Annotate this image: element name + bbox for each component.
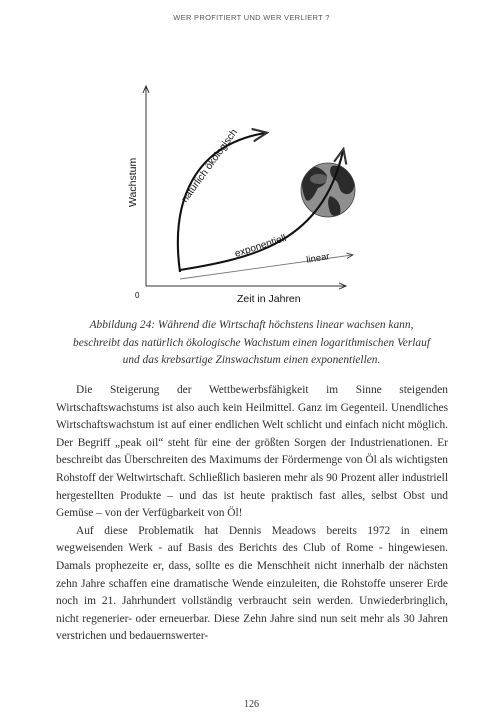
figure-caption: Abbildung 24: Während die Wirtschaft höchstens linear wachsen kann, beschreibt das natürlich ökologische Wachstum einen logarithmischen Verlauf und das krebsartige Zinswachstum einen exponentiellen.: [73, 319, 430, 366]
growth-diagram: [0, 0, 503, 310]
origin-label: 0: [135, 291, 140, 300]
curve-linear-label: linear: [305, 251, 331, 266]
x-axis-label: Zeit in Jahren: [237, 293, 301, 305]
curve-exponential-label: exponentiell: [233, 232, 288, 260]
paragraph: Auf diese Problematik hat Dennis Meadows bereits 1972 in einem wegweisenden Werk - auf Basis des Berichts des Club of Rome - hingewiesen. Damals prophezeite er, dass, sollte es die Menschheit nicht innerhalb der nächsten zehn Jahre schaffen eine dramatische Wende einzuleiten, die Rohstoffe unserer Erde noch im 21. Jahrhundert vollständig verbraucht sein werden. Unwiederbringlich, nicht regenerier- oder erneuerbar. Diese Zehn Jahre sind nun seit mehr als 30 Jahren verstrichen und bedauernswerter-: [56, 524, 448, 643]
paragraph: Die Steigerung der Wettbewerbsfähigkeit im Sinne steigenden Wirtschaftswachstums ist also auch kein Heilmittel. Ganz im Gegenteil. Unendliches Wirtschaftswachstum ist auf einer endlichen Welt schlicht und einfach nicht möglich. Der Begriff „peak oil“ steht für eine der größten Sorgen der Industrienationen. Er beschreibt das Überschreiten des Maximums der Fördermenge von Öl als wichtigsten Rohstoff der Weltwirtschaft. Schließlich basieren mehr als 90 Prozent aller industriell hergestellten Produkte – und das ist heute praktisch fast alles, selbst Obst und Gemüse – von der Verfügbarkeit von Öl!: [56, 384, 448, 520]
page-number: 126: [244, 699, 259, 710]
body-text: [56, 382, 448, 646]
curve-natural-label: natürlich ökologisch: [179, 127, 241, 205]
running-head: WER PROFITIERT UND WER VERLIERT ?: [173, 13, 330, 22]
y-axis-label: Wachstum: [127, 157, 139, 207]
